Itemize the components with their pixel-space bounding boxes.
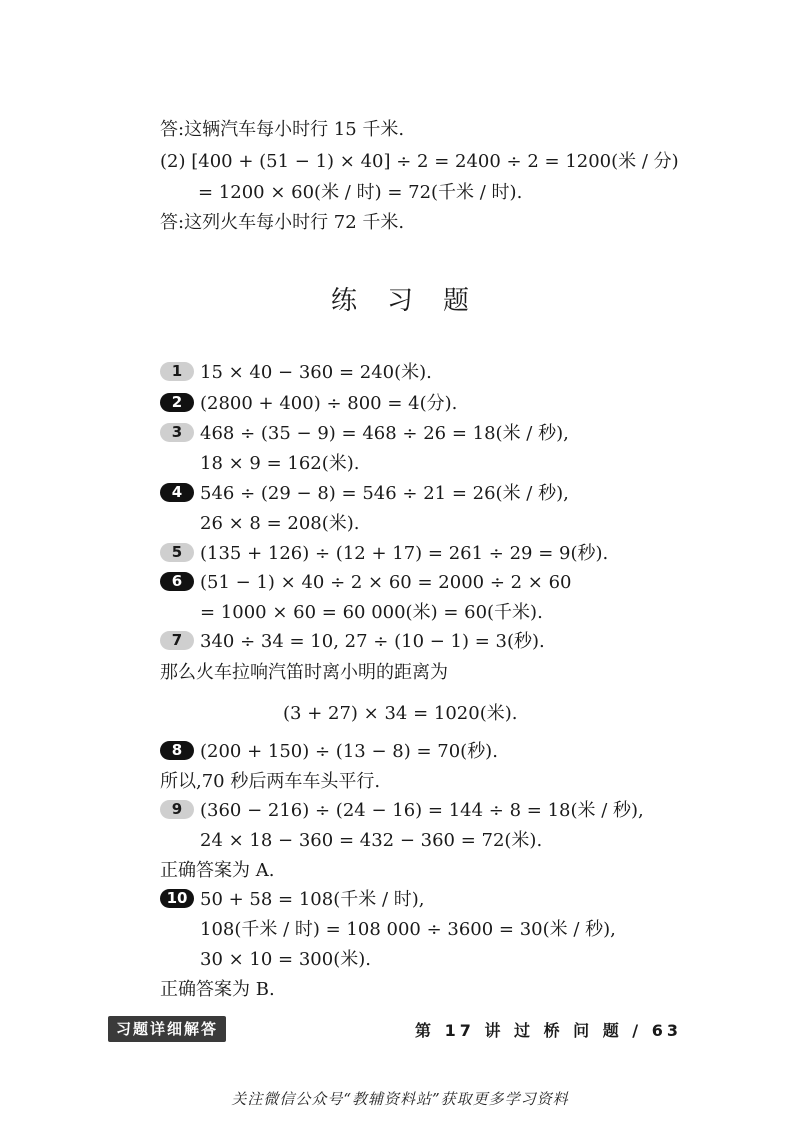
exercise-10-line-4: 正确答案为 B. xyxy=(160,979,275,1000)
exercise-3 xyxy=(160,421,569,447)
exercise-number-badge: 6 xyxy=(160,572,194,591)
footer-page-info: 第 17 讲 过 桥 问 题 / 63 xyxy=(415,1021,682,1040)
watermark-text: 关注微信公众号“教辅资料站”获取更多学习资料 xyxy=(231,1090,569,1108)
exercise-6-line-2: = 1000 × 60 = 60 000(米) = 60(千米). xyxy=(200,602,543,623)
exercise-number-badge: 9 xyxy=(160,800,194,819)
exercise-number-badge: 1 xyxy=(160,362,194,381)
exercise-text: (2800 + 400) ÷ 800 = 4(分). xyxy=(200,393,458,414)
exercise-7-line-3: (3 + 27) × 34 = 1020(米). xyxy=(283,703,518,724)
exercise-1 xyxy=(160,360,432,386)
exercise-4-line-2: 26 × 8 = 208(米). xyxy=(200,513,360,534)
exercise-10-line-2: 108(千米 / 时) = 108 000 ÷ 3600 = 30(米 / 秒), xyxy=(200,919,616,940)
exercise-6 xyxy=(160,570,572,596)
exercise-9 xyxy=(160,798,644,824)
footer-tag: 习题详细解答 xyxy=(108,1016,226,1042)
exercise-number-badge: 3 xyxy=(160,423,194,442)
exercise-9-line-2: 24 × 18 − 360 = 432 − 360 = 72(米). xyxy=(200,830,543,851)
exercise-text: (360 − 216) ÷ (24 − 16) = 144 ÷ 8 = 18(米 / 秒), xyxy=(200,800,644,821)
solution-line-3: = 1200 × 60(米 / 时) = 72(千米 / 时). xyxy=(198,182,523,203)
exercise-text: 468 ÷ (35 − 9) = 468 ÷ 26 = 18(米 / 秒), xyxy=(200,423,569,444)
exercise-number-badge: 5 xyxy=(160,543,194,562)
exercise-text: (51 − 1) × 40 ÷ 2 × 60 = 2000 ÷ 2 × 60 xyxy=(200,572,572,593)
exercise-2 xyxy=(160,391,457,417)
answer-line-1: 答:这辆汽车每小时行 15 千米. xyxy=(160,119,405,140)
exercise-text: (135 + 126) ÷ (12 + 17) = 261 ÷ 29 = 9(秒). xyxy=(200,543,609,564)
exercise-number-badge: 2 xyxy=(160,393,194,412)
exercise-number-badge: 10 xyxy=(160,889,194,908)
exercise-text: 50 + 58 = 108(千米 / 时), xyxy=(200,889,425,910)
exercise-5 xyxy=(160,541,608,567)
exercise-text: 546 ÷ (29 − 8) = 546 ÷ 21 = 26(米 / 秒), xyxy=(200,483,569,504)
exercise-number-badge: 7 xyxy=(160,631,194,650)
section-title: 练习题 xyxy=(330,286,499,316)
exercise-7-line-2: 那么火车拉响汽笛时离小明的距离为 xyxy=(160,662,448,683)
exercise-text: 340 ÷ 34 = 10, 27 ÷ (10 − 1) = 3(秒). xyxy=(200,631,545,652)
exercise-8 xyxy=(160,739,498,765)
exercise-10 xyxy=(160,887,425,913)
exercise-4 xyxy=(160,481,569,507)
exercise-7 xyxy=(160,629,545,655)
exercise-text: (200 + 150) ÷ (13 − 8) = 70(秒). xyxy=(200,741,498,762)
exercise-10-line-3: 30 × 10 = 300(米). xyxy=(200,949,371,970)
exercise-9-line-3: 正确答案为 A. xyxy=(160,860,275,881)
exercise-number-badge: 8 xyxy=(160,741,194,760)
solution-line-2: (2) [400 + (51 − 1) × 40] ÷ 2 = 2400 ÷ 2 = 1200(米 / 分) xyxy=(160,151,679,172)
exercise-8-line-2: 所以,70 秒后两车车头平行. xyxy=(160,771,381,792)
exercise-number-badge: 4 xyxy=(160,483,194,502)
exercise-3-line-2: 18 × 9 = 162(米). xyxy=(200,453,360,474)
answer-line-2: 答:这列火车每小时行 72 千米. xyxy=(160,212,405,233)
exercise-text: 15 × 40 − 360 = 240(米). xyxy=(200,362,432,383)
